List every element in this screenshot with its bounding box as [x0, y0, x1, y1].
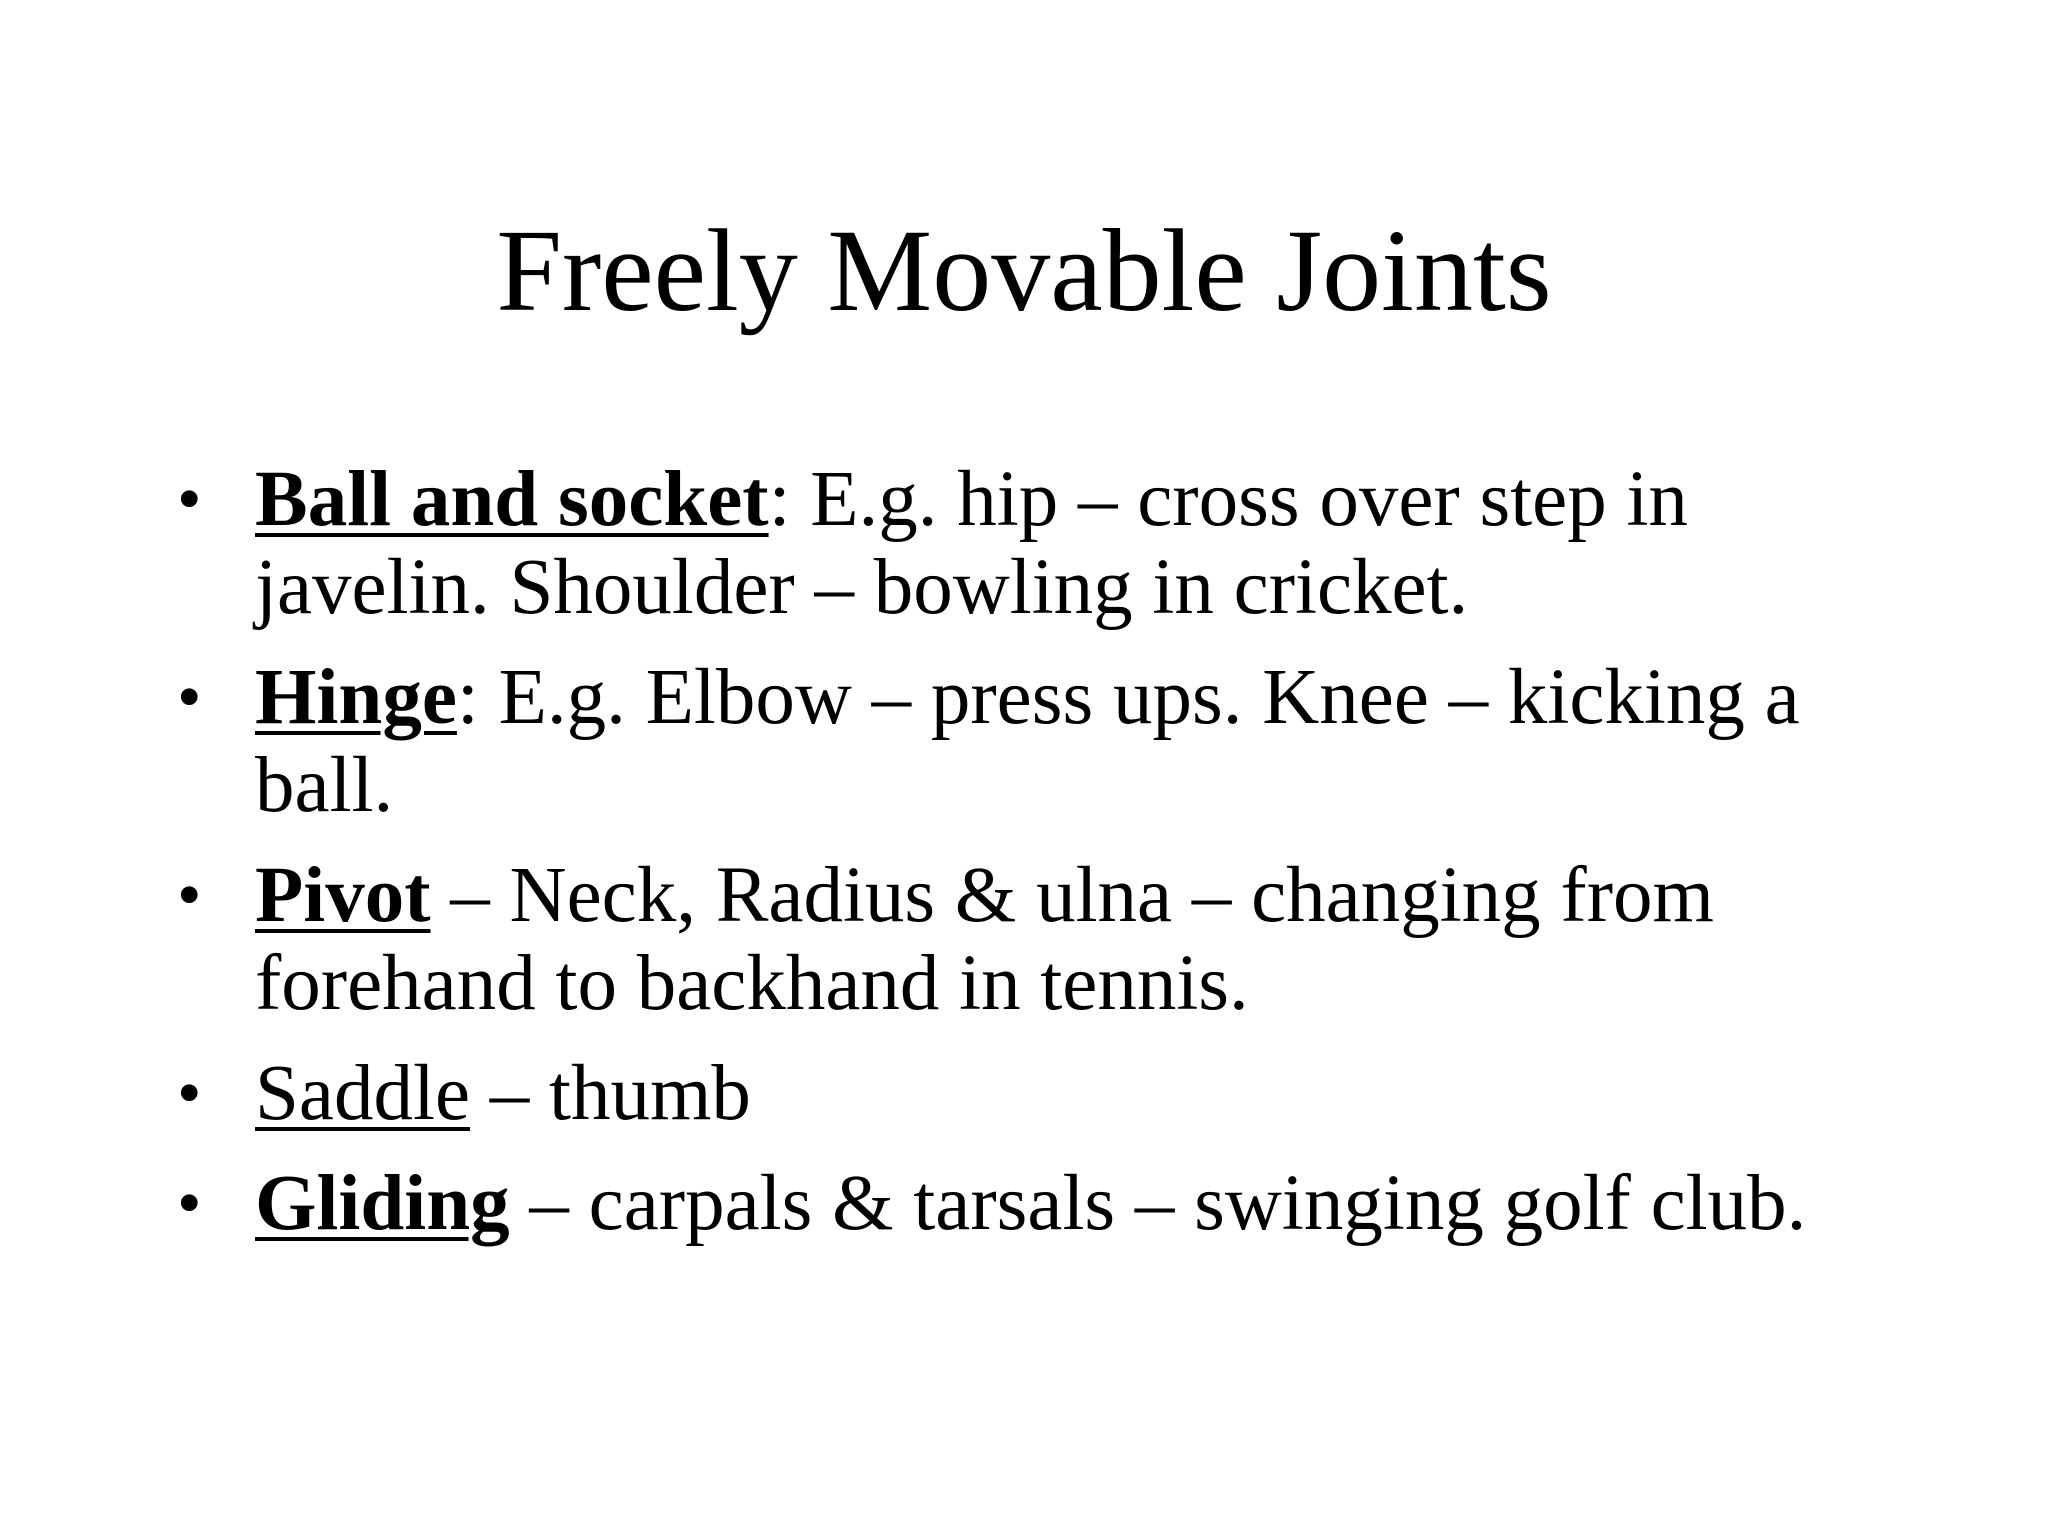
bullet-dot: • [177, 1165, 202, 1242]
bullet-dot: • [177, 1055, 202, 1132]
bullet-item-pivot [165, 852, 1925, 1028]
bullet-text: – thumb [470, 1050, 751, 1137]
bullet-text: : E.g. hip – cross over step in javelin. Shoulder – bowling in cricket. [255, 456, 1688, 631]
bullet-text: : E.g. Elbow – press ups. Knee – kicking a ball. [255, 654, 1800, 829]
bullet-dot: • [177, 659, 202, 736]
bullet-term: Ball and socket [255, 456, 769, 543]
slide-title: Freely Movable Joints [496, 205, 1552, 336]
bullet-term: Pivot [255, 852, 431, 939]
bullet-list [165, 456, 1925, 1270]
bullet-term: Saddle [255, 1050, 471, 1137]
bullet-term: Gliding [255, 1160, 510, 1247]
bullet-item-saddle [165, 1050, 1925, 1138]
bullet-text: – Neck, Radius & ulna – changing from forehand to backhand in tennis. [255, 852, 1714, 1027]
bullet-item-gliding [165, 1160, 1925, 1248]
bullet-dot: • [177, 857, 202, 934]
bullet-dot: • [177, 461, 202, 538]
bullet-item-ball-and-socket [165, 456, 1925, 632]
bullet-term: Hinge [255, 654, 457, 741]
bullet-text: – carpals & tarsals – swinging golf club. [509, 1160, 1807, 1247]
bullet-item-hinge [165, 654, 1925, 830]
